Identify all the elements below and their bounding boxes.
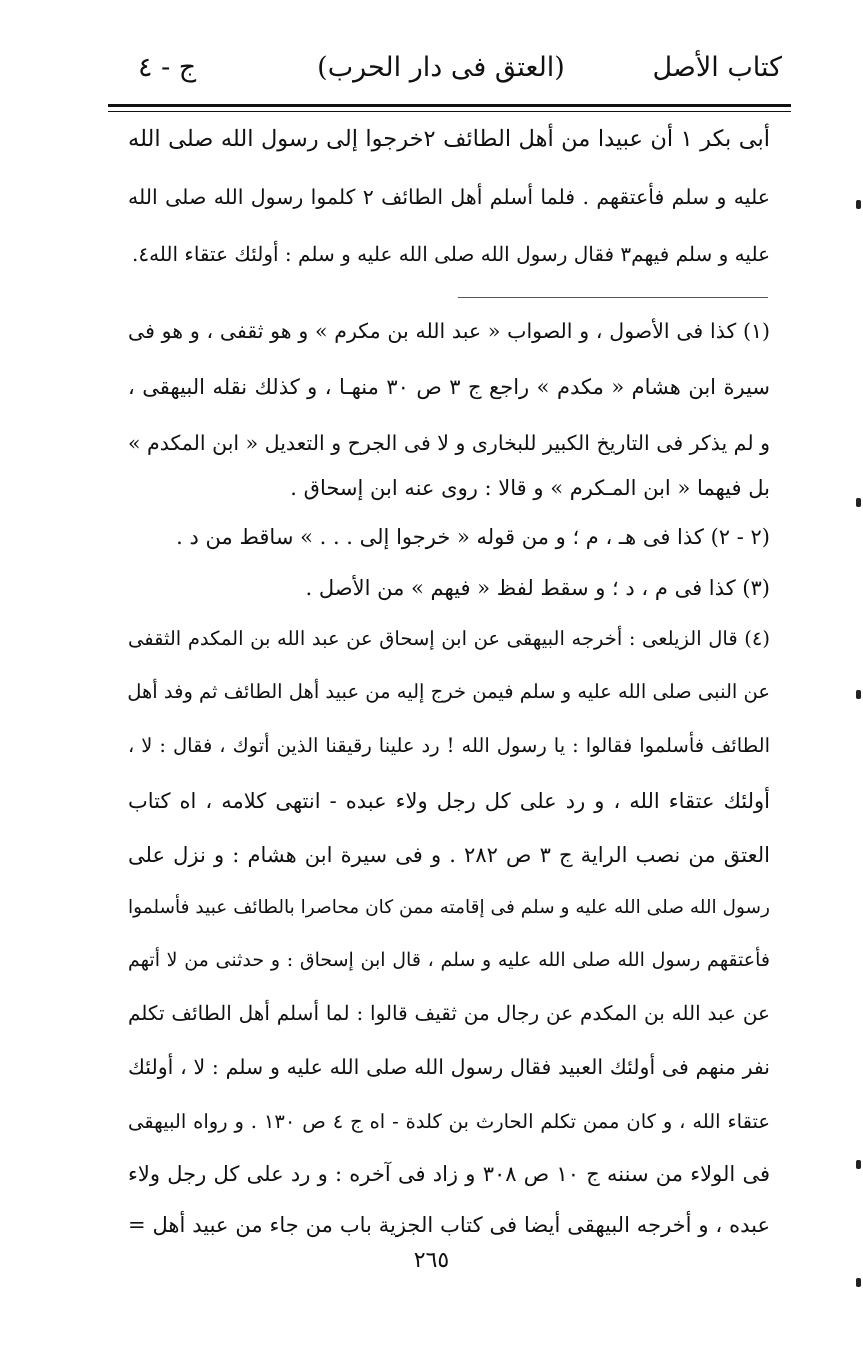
scan-mark <box>856 200 861 209</box>
footnote-line: سيرة ابن هشام « مكدم » راجع ج ٣ ص ٣٠ منهـا ، و كذلك نقله البيهقى ، <box>128 375 770 399</box>
footnote-line: عن عبد الله بن المكدم عن رجال من ثقيف قالوا : لما أسلم أهل الطائف تكلم <box>128 1001 770 1025</box>
chapter-title: (العتق فى دار الحرب) <box>317 52 565 83</box>
header-rule-thick <box>108 104 791 107</box>
scan-mark <box>856 690 861 699</box>
footnote-line: (٣) كذا فى م ، د ؛ و سقط لفظ « فيهم » من الأصل . <box>305 576 770 600</box>
main-text-line: عليه و سلم فأعتقهم . فلما أسلم أهل الطائف ٢ كلموا رسول الله صلى الله <box>128 185 771 209</box>
footnote-line: نفر منهم فى أولئك العبيد فقال رسول الله صلى الله عليه و سلم : لا ، أولئك <box>128 1055 770 1079</box>
footnote-separator <box>458 297 768 298</box>
running-header <box>100 52 782 100</box>
footnote-line: (٤) قال الزيلعى : أخرجه البيهقى عن ابن إسحاق عن عبد الله بن المكدم الثقفى <box>128 627 770 650</box>
header-rule-thin <box>108 111 791 112</box>
scan-mark <box>856 498 861 507</box>
volume-number: ج - ٤ <box>138 52 197 83</box>
footnote-line: الطائف فأسلموا فقالوا : يا رسول الله ! رد علينا رقيقنا الذين أتوك ، فقال : لا ، <box>128 734 770 757</box>
book-title: كتاب الأصل <box>652 52 782 83</box>
main-text-line: عليه و سلم فيهم٣ فقال رسول الله صلى الله عليه و سلم : أولئك عتقاء الله٤. <box>131 242 770 266</box>
scan-mark <box>856 1278 861 1287</box>
footnote-line: العتق من نصب الراية ج ٣ ص ٢٨٢ . و فى سيرة ابن هشام : و نزل على <box>128 843 770 867</box>
footnote-line: (٢ - ٢) كذا فى هـ ، م ؛ و من قوله « خرجوا إلى . . . » ساقط من د . <box>176 525 770 549</box>
scan-mark <box>856 1160 861 1169</box>
footnote-line: عن النبى صلى الله عليه و سلم فيمن خرج إليه من عبيد أهل الطائف ثم وفد أهل <box>127 680 770 703</box>
footnote-line: رسول الله صلى الله عليه و سلم فى إقامته ممن كان محاصرا بالطائف عبيد فأسلموا <box>128 897 770 918</box>
footnote-line: و لم يذكر فى التاريخ الكبير للبخارى و لا فى الجرح و التعديل « ابن المكدم » <box>127 431 770 455</box>
page-number: ٢٦٥ <box>413 1248 450 1273</box>
footnote-line: أولئك عتقاء الله ، و رد على كل رجل ولاء عبده - انتهى كلامه ، اه كتاب <box>128 789 770 813</box>
footnote-line: عبده ، و أخرجه البيهقى أيضا فى كتاب الجزية باب من جاء من عبيد أهل = <box>128 1213 770 1237</box>
footnote-line: عتقاء الله ، و كان ممن تكلم الحارث بن كلدة - اه ج ٤ ص ١٣٠ . و رواه البيهقى <box>128 1110 770 1133</box>
footnote-line: فى الولاء من سننه ج ١٠ ص ٣٠٨ و زاد فى آخره : و رد على كل رجل ولاء <box>128 1162 770 1186</box>
main-text-line: أبى بكر ١ أن عبيدا من أهل الطائف ٢خرجوا إلى رسول الله صلى الله <box>128 126 770 152</box>
footnote-line: فأعتقهم رسول الله صلى الله عليه و سلم ، قال ابن إسحاق : و حدثنى من لا أتهم <box>128 949 770 971</box>
footnote-line: (١) كذا فى الأصول ، و الصواب « عبد الله بن مكرم » و هو ثقفى ، و هو فى <box>128 319 770 343</box>
footnote-line: بل فيهما « ابن المـكرم » و قالا : روى عنه ابن إسحاق . <box>290 476 770 500</box>
